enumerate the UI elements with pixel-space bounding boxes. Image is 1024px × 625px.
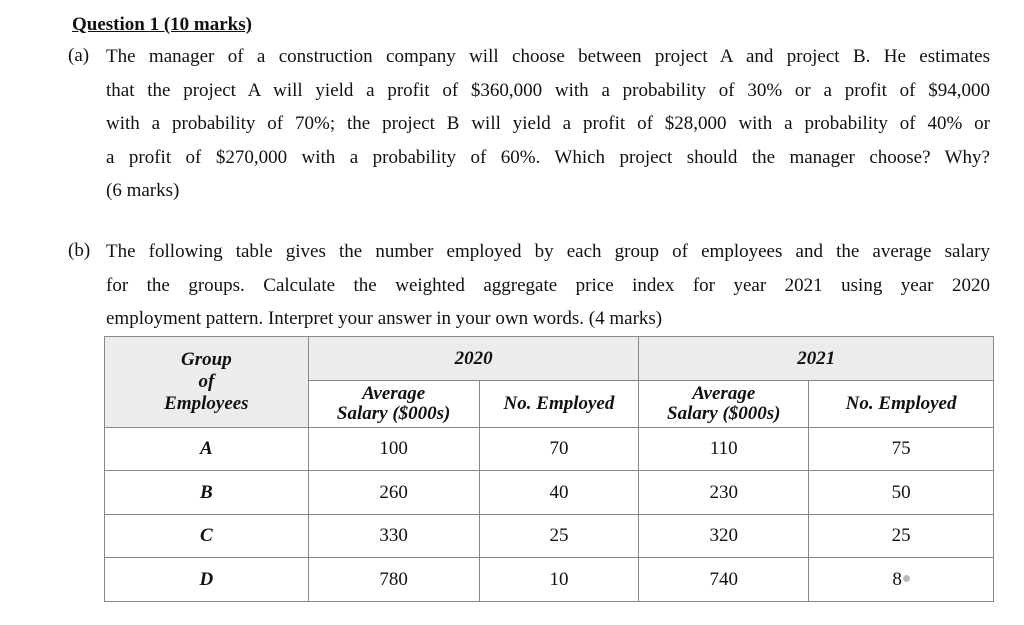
group-cell: D	[105, 558, 309, 602]
avg-salary-line2: Salary ($000s)	[667, 403, 781, 424]
salary-2020-cell: 100	[308, 428, 479, 471]
part-b-text	[106, 235, 990, 336]
no-employed-2020-header: No. Employed	[479, 381, 639, 428]
table-row	[105, 428, 994, 471]
salary-2020-cell: 780	[308, 558, 479, 602]
table-row	[105, 471, 994, 515]
group-header-line: Group	[181, 349, 232, 370]
question-title: Question 1 (10 marks)	[72, 14, 252, 35]
part-a-line: with a probability of 70%; the project B will yield a profit of $28,000 with a probability of 40% or	[106, 113, 990, 134]
salary-2020-cell: 330	[308, 515, 479, 558]
part-b-line: for the groups. Calculate the weighted aggregate price index for year 2021 using year 2020	[106, 274, 990, 296]
part-a-text	[106, 40, 990, 208]
part-a-label: (a)	[68, 45, 90, 66]
salary-2021-cell: 230	[639, 471, 809, 515]
salary-2021-cell: 110	[639, 428, 809, 471]
salary-2021-cell: 320	[639, 515, 809, 558]
employed-2021-cell: 75	[809, 428, 994, 471]
group-cell: C	[105, 515, 309, 558]
employed-2021-cell: 50	[809, 471, 994, 515]
part-a-line: that the project A will yield a profit of $360,000 with a probability of 30% or a profit of $94,000	[106, 79, 990, 101]
year-2021-header: 2021	[639, 337, 994, 381]
year-2020-header: 2020	[308, 337, 639, 381]
employed-2021-value: 8	[892, 568, 902, 590]
avg-salary-line1: Average	[362, 383, 426, 404]
avg-salary-line2: Salary ($000s)	[336, 403, 451, 424]
part-b-line: employment pattern. Interpret your answer in your own words. (4 marks)	[106, 308, 663, 329]
employed-2020-cell: 40	[479, 471, 639, 515]
part-b-label: (b)	[68, 240, 91, 261]
employed-2020-cell: 70	[479, 428, 639, 471]
employed-2021-cell	[809, 558, 994, 602]
part-a-line: The manager of a construction company will choose between project A and project B. He estimates	[106, 46, 990, 67]
table-row	[105, 515, 994, 558]
part-a-line: (6 marks)	[106, 180, 180, 201]
avg-salary-2020-header	[308, 381, 479, 428]
group-header	[105, 337, 309, 428]
employment-table	[104, 336, 994, 602]
salary-2021-cell: 740	[639, 558, 809, 602]
group-cell: B	[105, 471, 309, 515]
group-cell: A	[105, 428, 309, 471]
avg-salary-2021-header	[639, 381, 809, 428]
table-row	[105, 558, 994, 602]
group-header-line: of	[198, 371, 215, 392]
employed-2020-cell: 10	[479, 558, 639, 602]
part-b-line: The following table gives the number employed by each group of employees and the average salary	[106, 241, 990, 262]
group-header-line: Employees	[164, 393, 249, 414]
no-employed-2021-header: No. Employed	[809, 381, 994, 428]
avg-salary-line1: Average	[692, 383, 756, 404]
part-a-line: a profit of $270,000 with a probability of 60%. Which project should the manager choose? Why?	[106, 146, 990, 168]
employed-2021-cell: 25	[809, 515, 994, 558]
employed-2020-cell: 25	[479, 515, 639, 558]
salary-2020-cell: 260	[308, 471, 479, 515]
cursor-dot-icon	[903, 575, 910, 582]
